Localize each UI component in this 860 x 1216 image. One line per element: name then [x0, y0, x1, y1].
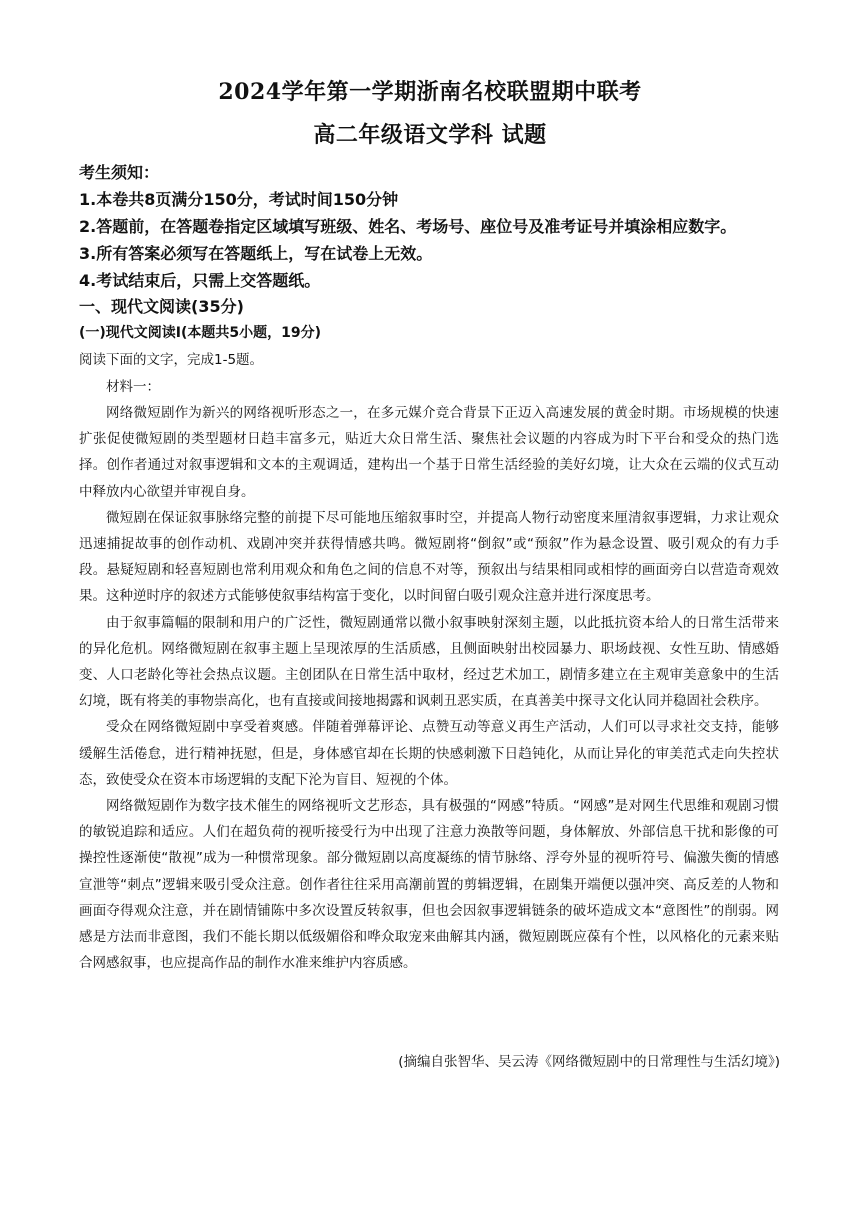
exam-title: 2024学年第一学期浙南名校联盟期中联考 — [218, 79, 642, 105]
notice-heading: 考生须知： — [79, 163, 160, 182]
source-citation: (摘编自张智华、吴云涛《网络微短剧中的日常理性与生活幻境》) — [398, 1054, 780, 1070]
notice-item-4: 4.考试结束后，只需上交答题纸。 — [79, 271, 321, 290]
paragraph: 受众在网络微短剧中享受着爽感。伴随着弹幕评论、点赞互动等意义再生产活动，人们可以寻求社交支持，能够缓解生活倦怠，进行精神抚慰，但是，身体感官却在长期的快感刺激下日趋钝化，从而让异化的审美范式走向失控状态，致使受众在资本市场逻辑的支配下沦为盲目、短视的个体。 — [79, 719, 779, 788]
section-title: 一、现代文阅读(35分) — [79, 297, 244, 316]
notice-item-2: 2.答题前，在答题卷指定区域填写班级、姓名、考场号、座位号及准考证号并填涂相应数字。 — [79, 217, 737, 236]
notice-item-3: 3.所有答案必须写在答题纸上，写在试卷上无效。 — [79, 244, 433, 263]
notice-item-1: 1.本卷共8页满分150分，考试时间150分钟 — [79, 190, 399, 209]
paragraph: 网络微短剧作为数字技术催生的网络视听文艺形态，具有极强的“网感”特质。“网感”是对网生代思维和观剧习惯的敏锐追踪和适应。人们在超负荷的视听接受行为中出现了注意力涣散等问题，身体解放、外部信息干扰和影像的可操控性逐渐使“散视”成为一种惯常现象。部分微短剧以高度凝练的情节脉络、浮夸外显的视听符号、偏激失衡的情感宣泄等“刺点”逻辑来吸引受众注意。创作者往往采用高潮前置的剪辑逻辑，在剧集开端便以强冲突、高反差的人物和画面夺得观众注意，并在剧情铺陈中多次设置反转叙事，但也会因叙事逻辑链条的破坏造成文本“意图性”的削弱。网感是方法而非意图，我们不能长期以低级媚俗和哗众取宠来曲解其内涵，微短剧既应葆有个性，以风格化的元素来贴合网感叙事，也应提高作品的制作水准来维护内容质感。 — [79, 798, 779, 972]
paragraph: 由于叙事篇幅的限制和用户的广泛性，微短剧通常以微小叙事映射深刻主题，以此抵抗资本给人的日常生活带来的异化危机。网络微短剧在叙事主题上呈现浓厚的生活质感，且侧面映射出校园暴力、职场歧视、女性互助、情感婚变、人口老龄化等社会热点议题。主创团队在日常生活中取材，经过艺术加工，剧情多建立在主观审美意象中的生活幻境，既有将美的事物崇高化，也有直接或间接地揭露和讽刺丑恶实质，在真善美中探寻文化认同并稳固社会秩序。 — [79, 614, 779, 710]
reading-instruction: 阅读下面的文字，完成1-5题。 — [79, 352, 264, 368]
section-subtitle: (一)现代文阅读Ⅰ(本题共5小题，19分) — [79, 325, 322, 341]
paragraph: 网络微短剧作为新兴的网络视听形态之一，在多元媒介竞合背景下正迈入高速发展的黄金时期。市场规模的快速扩张促使微短剧的类型题材日趋丰富多元，贴近大众日常生活、聚焦社会议题的内容成为时下平台和受众的热门选择。创作者通过对叙事逻辑和文本的主观调适，建构出一个基于日常生活经验的美好幻境，让大众在云端的仪式互动中释放内心欲望并审视自身。 — [79, 405, 779, 500]
exam-subtitle: 高二年级语文学科 试题 — [313, 122, 547, 148]
material-body — [79, 400, 779, 976]
paragraph: 微短剧在保证叙事脉络完整的前提下尽可能地压缩叙事时空，并提高人物行动密度来厘清叙事逻辑，力求让观众迅速捕捉故事的创作动机、戏剧冲突并获得情感共鸣。微短剧将“倒叙”或“预叙”作为悬念设置、吸引观众的有力手段。悬疑短剧和轻喜短剧也常利用观众和角色之间的信息不对等，预叙出与结果相同或相悖的画面旁白以营造奇观效果。这种逆时序的叙述方式能够使叙事结构富于变化，以时间留白吸引观众注意并进行深度思考。 — [79, 509, 779, 605]
material-label: 材料一： — [106, 379, 160, 395]
